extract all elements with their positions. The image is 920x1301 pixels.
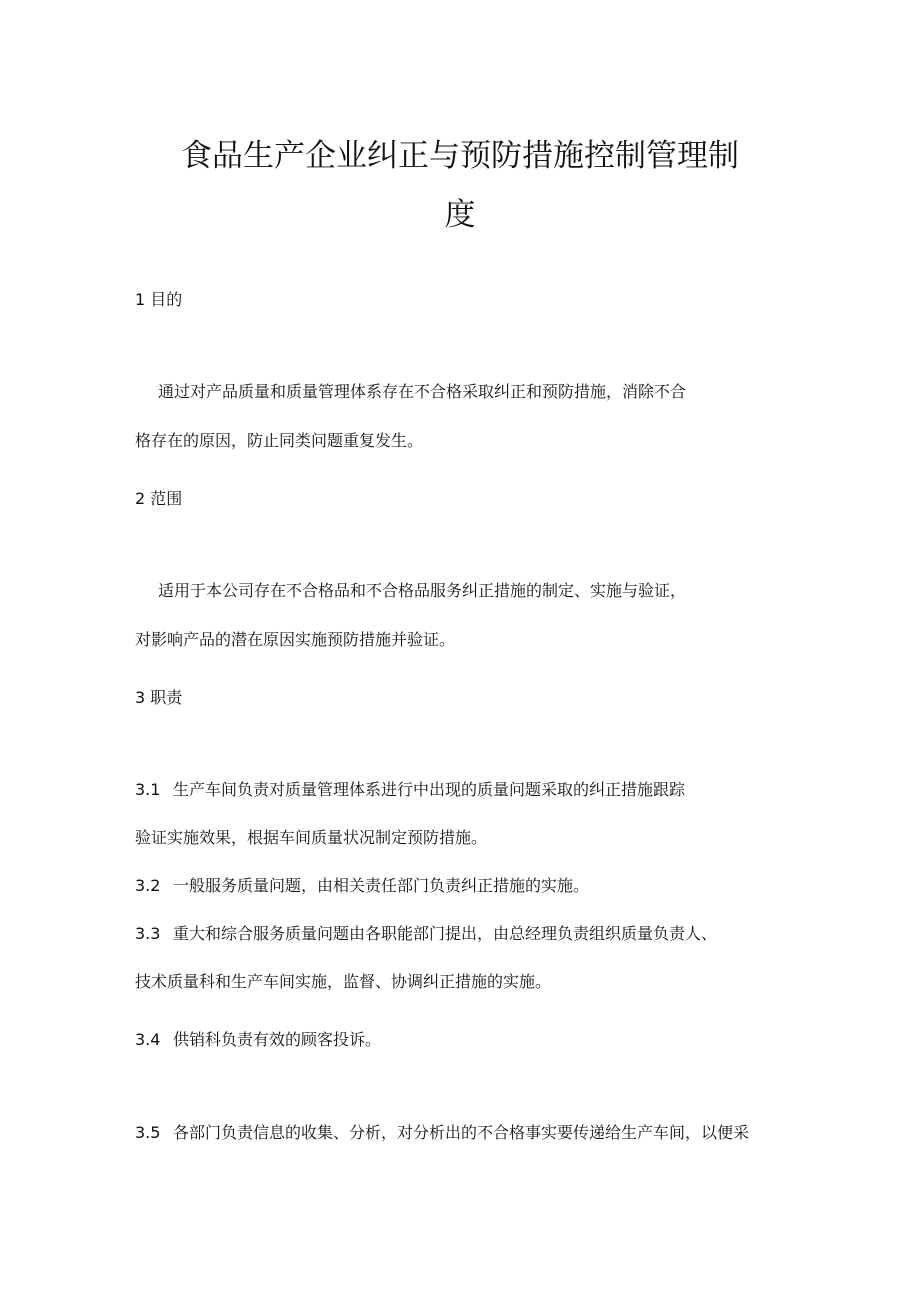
item-text: 供销科负责有效的顾客投诉。 xyxy=(173,1030,382,1049)
section-2-paragraph-line2: 对影响产品的潜在原因实施预防措施并验证。 xyxy=(135,630,456,649)
item-3-4 xyxy=(135,1028,381,1052)
item-number: 3.5 xyxy=(135,1123,161,1142)
section-1-paragraph-line1: 通过对产品质量和质量管理体系存在不合格采取纠正和预防措施，消除不合 xyxy=(158,382,687,401)
item-3-1-line2: 验证实施效果，根据车间质量状况制定预防措施。 xyxy=(135,828,488,847)
document-title-line1: 食品生产企业纠正与预防措施控制管理制 xyxy=(181,138,739,174)
item-3-3-line2: 技术质量科和生产车间实施，监督、协调纠正措施的实施。 xyxy=(135,972,552,991)
item-number: 3.2 xyxy=(135,876,161,895)
document-title-line2: 度 xyxy=(444,197,476,233)
section-1-paragraph-line2: 格存在的原因，防止同类问题重复发生。 xyxy=(135,431,424,450)
section-3-heading: 3 职责 xyxy=(135,688,183,707)
item-number: 3.1 xyxy=(135,780,161,799)
item-text: 重大和综合服务质量问题由各职能部门提出，由总经理负责组织质量负责人、 xyxy=(173,924,718,943)
item-3-5-line1 xyxy=(135,1121,749,1145)
item-3-3-line1 xyxy=(135,922,717,946)
section-1-heading: 1 目的 xyxy=(135,290,183,309)
item-3-1-line1 xyxy=(135,778,685,802)
item-3-2 xyxy=(135,874,589,898)
section-2-paragraph-line1: 适用于本公司存在不合格品和不合格品服务纠正措施的制定、实施与验证， xyxy=(158,581,687,600)
item-number: 3.4 xyxy=(135,1030,161,1049)
item-text: 一般服务质量问题，由相关责任部门负责纠正措施的实施。 xyxy=(173,876,590,895)
item-number: 3.3 xyxy=(135,924,161,943)
item-text: 各部门负责信息的收集、分析，对分析出的不合格事实要传递给生产车间，以便采 xyxy=(173,1123,750,1142)
item-text: 生产车间负责对质量管理体系进行中出现的质量问题采取的纠正措施跟踪 xyxy=(173,780,686,799)
section-2-heading: 2 范围 xyxy=(135,489,183,508)
